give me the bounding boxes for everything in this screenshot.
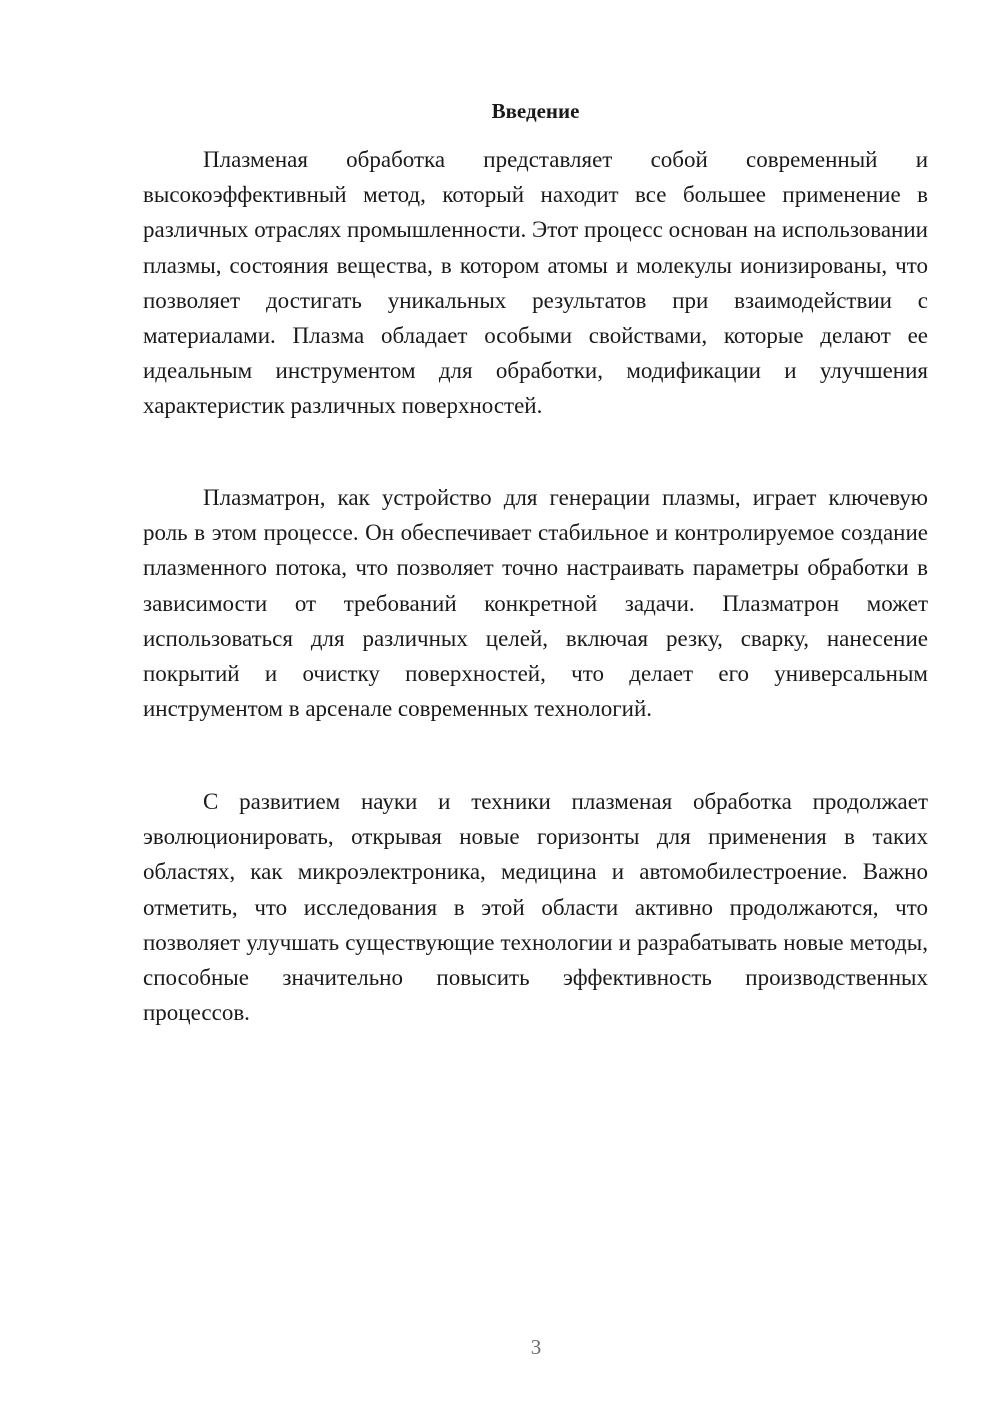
paragraph-2: Плазматрон, как устройство для генерации плазмы, играет ключевую роль в этом процессе. Он обеспечивает стабильное и контролируемое создание плазменного потока, что позволяет точно настраивать параметры обработки в зависимости от требований конкретной задачи. Плазматрон может использоваться для различных целей, включая резку, сварку, нанесение покрытий и очистку поверхностей, что делает его универсальным инструментом в арсенале современных технологий.: [143, 485, 928, 722]
page-number: 3: [530, 1335, 542, 1359]
paragraph-3: С развитием науки и техники плазменая обработка продолжает эволюционировать, открывая новые горизонты для применения в таких областях, как микроэлектроника, медицина и автомобилестроение. Важно отметить, что исследования в этой области активно продолжаются, что позволяет улучшать существующие технологии и разрабатывать новые методы, способные значительно повысить эффективность производственных процессов.: [143, 789, 928, 1026]
page-title: Введение: [491, 99, 580, 123]
paragraph-1: Плазменая обработка представляет собой современный и высокоэффективный метод, который находит все большее применение в различных отраслях промышленности. Этот процесс основан на использовании плазмы, состояния вещества, в котором атомы и молекулы ионизированы, что позволяет достигать уникальных результатов при взаимодействии с материалами. Плазма обладает особыми свойствами, которые делают ее идеальным инструментом для обработки, модификации и улучшения характеристик различных поверхностей.: [143, 147, 928, 419]
